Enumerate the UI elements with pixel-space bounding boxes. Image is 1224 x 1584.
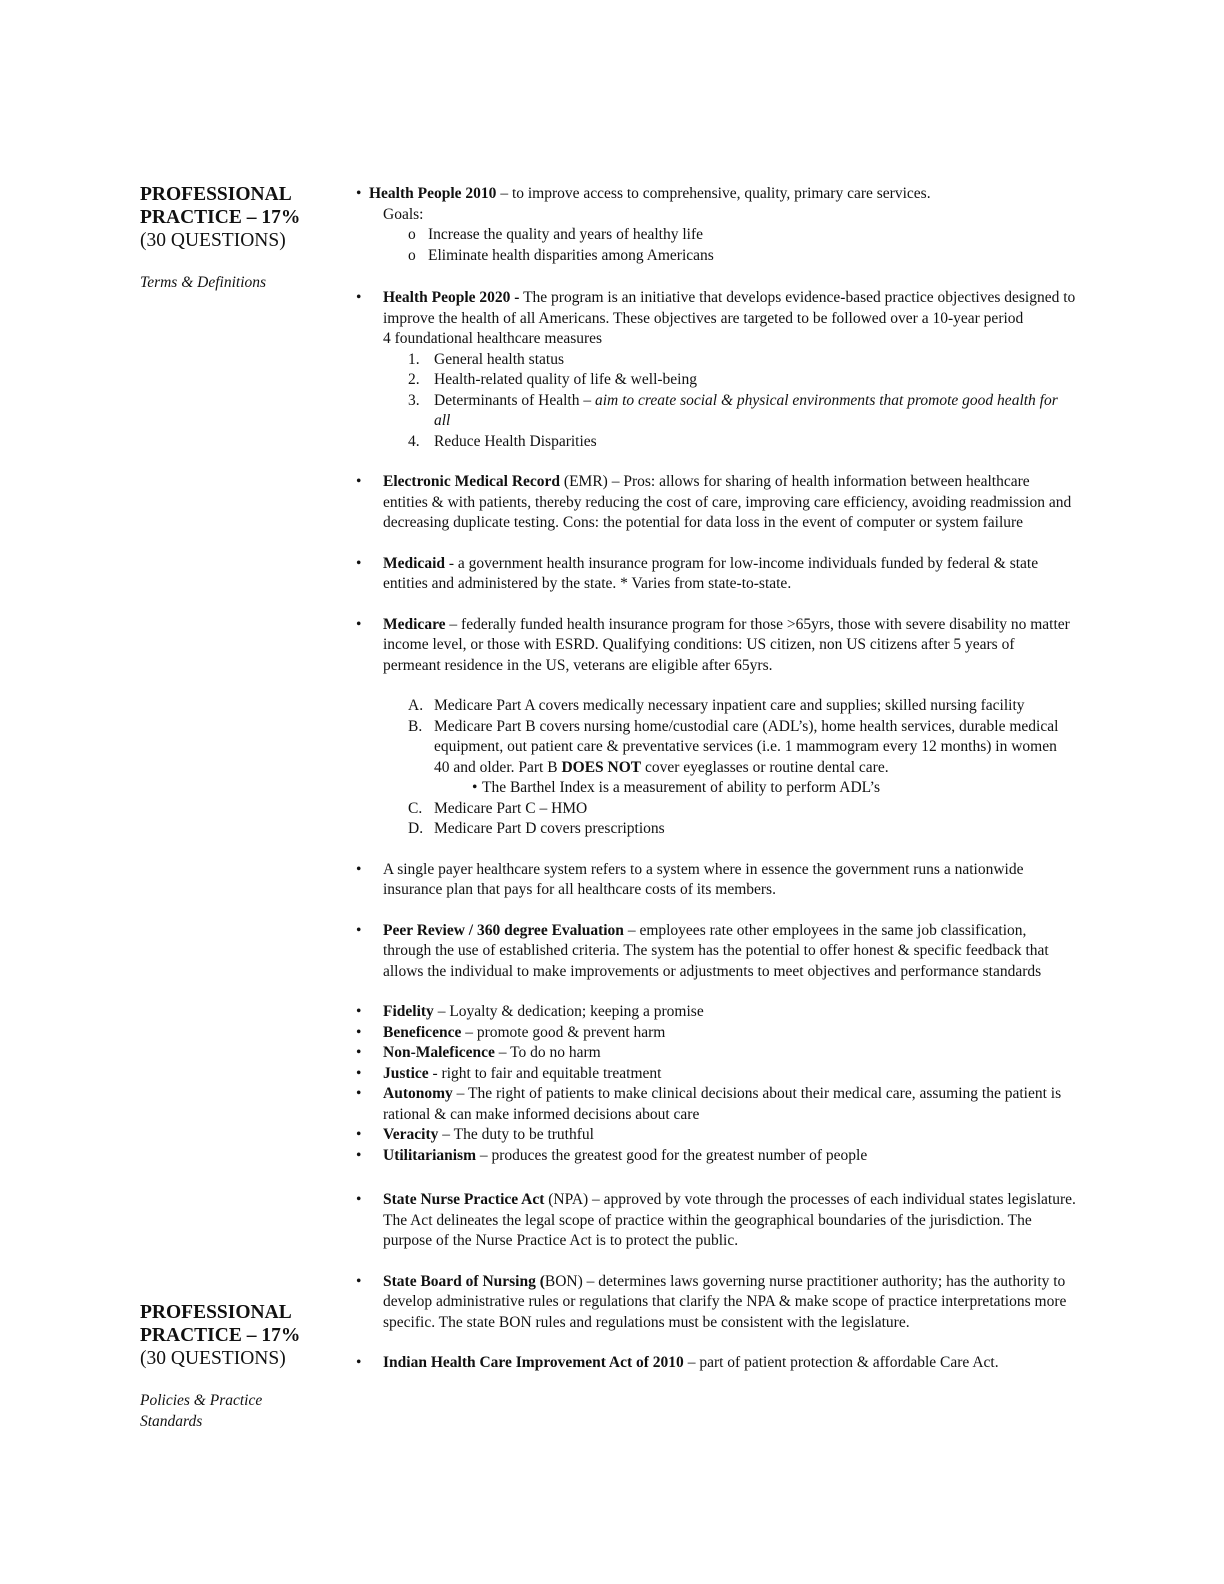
entry-board-of-nursing: • State Board of Nursing (BON) – determines laws governing nurse practitioner authority; has the authority to develop administrative rules or regulations that clarify the NPA & make scope of practice interpretations more specific. The state BON rules and regulations must be consistent with the legislature. [356, 1272, 1076, 1334]
goals-label: Goals: [383, 205, 424, 223]
measure-item: 1. General health status [408, 350, 564, 368]
section-subtitle: Terms & Definitions [140, 274, 267, 291]
goal-item: o Eliminate health disparities among Americans [408, 246, 1076, 267]
entry-peer-review: • Peer Review / 360 degree Evaluation – employees rate other employees in the same job classification, through the use of established criteria. The system has the potential to offer honest & specific feedback that allows the individual to make improvements or adjustments to meet objectives and performance standards [356, 921, 1076, 983]
measure-item: 4. Reduce Health Disparities [408, 432, 597, 450]
measure-item: 2. Health-related quality of life & well-being [408, 371, 697, 388]
entry-single-payer: • A single payer healthcare system refers to a system where in essence the government runs a nationwide insurance plan that pays for all healthcare costs of its members. [356, 860, 1076, 901]
ethics-beneficence: • Beneficence – promote good & prevent harm [356, 1023, 1076, 1044]
ethics-veracity: • Veracity – The duty to be truthful [356, 1125, 1076, 1146]
medicare-part-b: B. Medicare Part B covers nursing home/custodial care (ADL’s), home health services, durable medical equipment, out patient care & preventative services (i.e. 1 mammogram every 12 months) in women 40 and older. Part B DOES NOT cover eyeglasses or routine dental care. [408, 717, 1059, 776]
measures-label: 4 foundational healthcare measures [383, 330, 603, 347]
section-heading: PROFESSIONAL PRACTICE – 17% [140, 184, 301, 228]
ethics-autonomy: • Autonomy – The right of patients to make clinical decisions about their medical care, assuming the patient is rational & can make informed decisions about care [356, 1084, 1076, 1125]
entry-nurse-practice-act: • State Nurse Practice Act (NPA) – approved by vote through the processes of each individual states legislature. The Act delineates the legal scope of practice within the geographical boundaries of the jurisdiction. The purpose of the Nurse Practice Act is to protect the public. [356, 1190, 1076, 1252]
medicare-part-a: A. Medicare Part A covers medically necessary inpatient care and supplies; skilled nursing facility [408, 697, 1025, 714]
ethics-justice: • Justice - right to fair and equitable treatment [356, 1064, 1076, 1085]
entry-health-people-2020: • Health People 2020 - The program is an initiative that develops evidence-based practice objectives designed to improve the health of all Americans. These objectives are targeted to be followed over a 10-year period [356, 288, 1076, 329]
entry-indian-health-care-act: • Indian Health Care Improvement Act of 2010 – part of patient protection & affordable Care Act. [356, 1353, 1076, 1374]
goal-item: o Increase the quality and years of healthy life [408, 225, 1076, 246]
ethics-utilitarianism: • Utilitarianism – produces the greatest good for the greatest number of people [356, 1146, 1076, 1167]
measure-item: 3. Determinants of Health – aim to create social & physical environments that promote good health for all [408, 391, 1058, 429]
ethics-non-maleficence: • Non-Maleficence – To do no harm [356, 1043, 1076, 1064]
section-header-policies [140, 1301, 340, 1432]
section-heading: PROFESSIONAL PRACTICE – 17% [140, 1302, 301, 1346]
section-subtitle: Policies & Practice Standards [140, 1392, 263, 1430]
entry-medicare: • Medicare – federally funded health insurance program for those >65yrs, those with severe disability no matter income level, or those with ESRD. Qualifying conditions: US citizen, non US citizens after 5 years of permeant residence in the US, veterans are eligible after 65yrs. [356, 615, 1076, 677]
medicare-part-c: C. Medicare Part C – HMO [408, 799, 588, 817]
main-content [356, 184, 1076, 1374]
entry-emr: • Electronic Medical Record (EMR) – Pros: allows for sharing of health information between healthcare entities & with patients, thereby reducing the cost of care, improving care efficiency, avoiding readmission and decreasing duplicate testing. Cons: the potential for data loss in the event of computer or system failure [356, 472, 1076, 534]
section-questions: (30 QUESTIONS) [140, 230, 286, 251]
ethics-fidelity: • Fidelity – Loyalty & dedication; keeping a promise [356, 1002, 1076, 1023]
entry-health-people-2010: • Health People 2010 – to improve access to comprehensive, quality, primary care services. [356, 184, 1076, 205]
barthel-note: • The Barthel Index is a measurement of ability to perform ADL’s [472, 778, 1076, 799]
section-questions: (30 QUESTIONS) [140, 1348, 286, 1369]
section-header-terms [140, 183, 340, 293]
entry-medicaid: • Medicaid - a government health insurance program for low-income individuals funded by federal & state entities and administered by the state. * Varies from state-to-state. [356, 554, 1076, 595]
medicare-part-d: D. Medicare Part D covers prescriptions [408, 820, 665, 837]
